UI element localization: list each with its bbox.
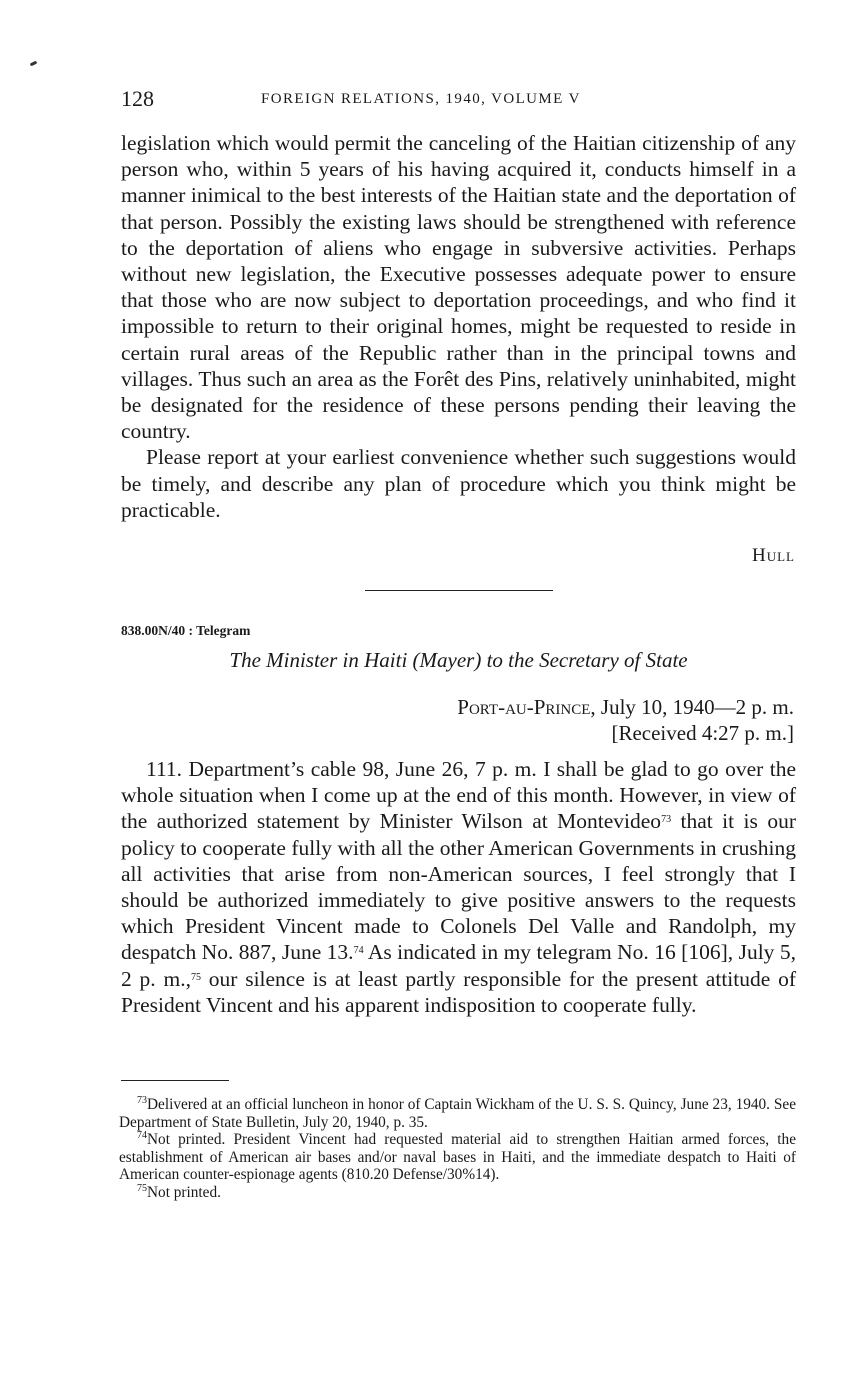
telegram-text-4: our silence is at least partly responsible for the present attitude of President Vincent and his apparent indisposition to cooperate fully. [121, 966, 796, 1017]
footnote [119, 1184, 796, 1202]
footnote-ref-73: 73 [661, 814, 672, 826]
telegram-text-1: 111. Department’s cable 98, June 26, 7 p. m. I shall be glad to go over the whole situation when I come up at the end of this month. However, in view of the authorized statement by Minister Wilson at Montevideo [121, 757, 796, 834]
running-head: FOREIGN RELATIONS, 1940, VOLUME V [261, 91, 581, 107]
dateline-line [457, 694, 794, 720]
footnote-ref-75: 75 [190, 971, 201, 983]
scan-mark [30, 61, 38, 67]
dateline [457, 694, 794, 746]
footnote-number: 74 [137, 1130, 147, 1141]
telegram-text-2: that it is our policy to cooperate fully with all the other American Governments in crushing all activities that arise from non-American sources, I feel strongly that I should be authorized immediately to give positive answers to the requests which President Vincent made to Colonels Del Valle and Randolph, my despatch No. 887, June 13. [121, 809, 796, 965]
footnote-ref-74: 74 [353, 945, 364, 957]
page-header [121, 86, 796, 114]
footnote-text: Delivered at an official luncheon in honor of Captain Wickham of the U. S. S. Quincy, June 23, 1940. See Department of State Bulletin, July 20, 1940, p. 35. [119, 1096, 796, 1131]
dateline-place: Port-au-Prince [457, 695, 591, 719]
footnote-number: 75 [137, 1182, 147, 1194]
footnote-number: 73 [137, 1095, 147, 1106]
page-number: 128 [121, 86, 154, 111]
footnote [119, 1131, 796, 1184]
footnotes [119, 1096, 796, 1201]
telegram-body [121, 756, 796, 1018]
file-reference: 838.00N/40 : Telegram [121, 623, 251, 638]
telegram-paragraph [121, 756, 796, 1018]
received-line: [Received 4:27 p. m.] [611, 721, 794, 745]
footnote-text: Not printed. [147, 1183, 221, 1201]
telegram-text-3: As indicated in my telegram No. 16 [106], July 5, 2 p. m., [121, 940, 796, 991]
footnote-text: Not printed. President Vincent had requested material aid to strengthen Haitian armed forces, the establishment of American air bases and/or naval bases in Haiti, and the immediate despatch to Haiti of American counter-espionage agents (810.20 Defense/30%14). [119, 1131, 796, 1183]
footnote [119, 1096, 796, 1131]
dateline-date: , July 10, 1940—2 p. m. [590, 695, 794, 719]
section-divider [365, 590, 553, 591]
paragraph-continued: legislation which would permit the canceling of the Haitian citizenship of any person who, within 5 years of his having acquired it, conducts himself in a manner inimical to the best interests of the Haitian state and the deportation of that person. Possibly the existing laws should be strengthened with reference to the deportation of aliens who engage in subversive activities. Perhaps without new legislation, the Executive possesses adequate power to ensure that those who are now subject to deportation proceedings, and who find it impossible to return to their original homes, might be requested to reside in certain rural areas of the Republic rather than in the principal towns and villages. Thus such an area as the Forêt des Pins, relatively uninhabited, might be designated for the residence of these persons pending their leaving the country. [121, 131, 796, 444]
body-section-top [121, 130, 796, 523]
signature: Hull [752, 545, 795, 566]
paragraph-request: Please report at your earliest convenience whether such suggestions would be timely, and describe any plan of procedure which you think might be practicable. [121, 445, 796, 522]
footnote-divider [121, 1080, 229, 1081]
document-title: The Minister in Haiti (Mayer) to the Secretary of State [229, 648, 688, 672]
